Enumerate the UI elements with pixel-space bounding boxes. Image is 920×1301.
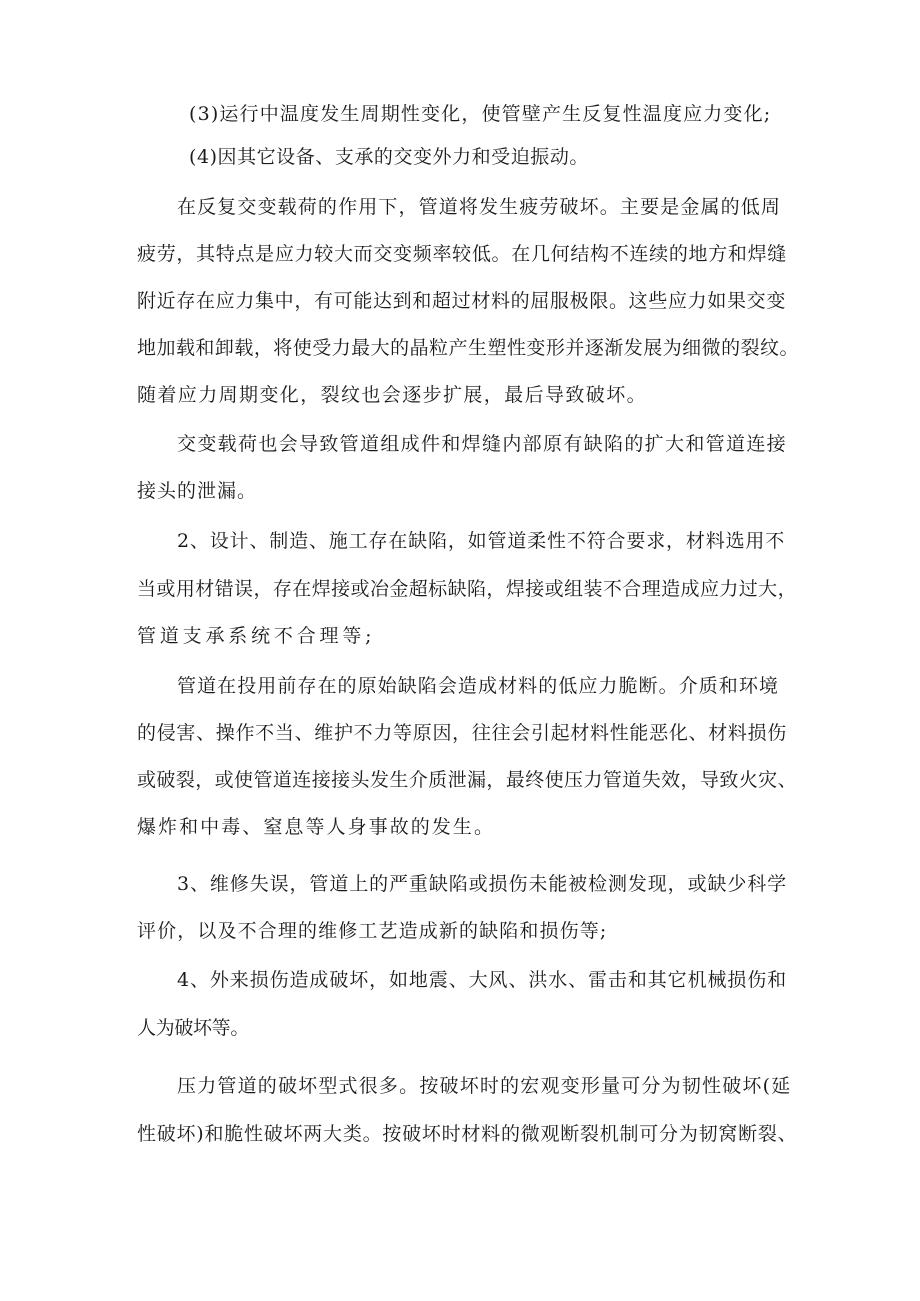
text-line: 3、维修失误，管道上的严重缺陷或损伤未能被检测发现，或缺少科学 [177, 873, 788, 895]
text-line: 疲劳，其特点是应力较大而交变频率较低。在几何结构不连续的地方和焊缝 [137, 243, 788, 265]
text-line: 管道支承系统不合理等; [137, 625, 376, 647]
text-line: 在反复交变载荷的作用下，管道将发生疲劳破坏。主要是金属的低周 [177, 196, 782, 218]
text-line: 附近存在应力集中，有可能达到和超过材料的屈服极限。这些应力如果交变 [137, 290, 787, 312]
text-line: 地加载和卸载，将使受力最大的晶粒产生塑性变形并逐渐发展为细微的裂纹。 [137, 337, 800, 359]
text-line: 随着应力周期变化，裂纹也会逐步扩展，最后导致破坏。 [137, 384, 648, 406]
text-line: (4)因其它设备、支承的交变外力和受迫振动。 [189, 146, 589, 168]
text-line: 或破裂，或使管道连接接头发生介质泄漏，最终使压力管道失效，导致火灾、 [137, 769, 798, 791]
text-line: 接头的泄漏。 [137, 480, 258, 502]
text-line: 2、设计、制造、施工存在缺陷，如管道柔性不符合要求，材料选用不 [177, 530, 786, 552]
text-line: 压力管道的破坏型式很多。按破坏时的宏观变形量可分为韧性破坏(延 [177, 1075, 792, 1097]
text-line: 性破坏)和脆性破坏两大类。按破坏时材料的微观断裂机制可分为韧窝断裂、 [137, 1123, 798, 1145]
text-line: (3)运行中温度发生周期性变化，使管壁产生反复性温度应力变化; [189, 103, 772, 125]
text-line: 当或用材错误，存在焊接或冶金超标缺陷，焊接或组装不合理造成应力过大， [137, 578, 798, 600]
text-line: 人为破坏等。 [137, 1017, 250, 1039]
text-line: 评价，以及不合理的维修工艺造成新的缺陷和损伤等; [137, 920, 608, 942]
text-line: 爆炸和中毒、窒息等人身事故的发生。 [137, 816, 496, 838]
text-line: 管道在投用前存在的原始缺陷会造成材料的低应力脆断。介质和环境 [177, 675, 780, 697]
text-line: 4、外来损伤造成破坏，如地震、大风、洪水、雷击和其它机械损伤和 [177, 969, 788, 991]
text-line: 交变载荷也会导致管道组成件和焊缝内部原有缺陷的扩大和管道连接 [177, 433, 788, 455]
text-line: 的侵害、操作不当、维护不力等原因，往往会引起材料性能恶化、材料损伤 [137, 722, 788, 744]
